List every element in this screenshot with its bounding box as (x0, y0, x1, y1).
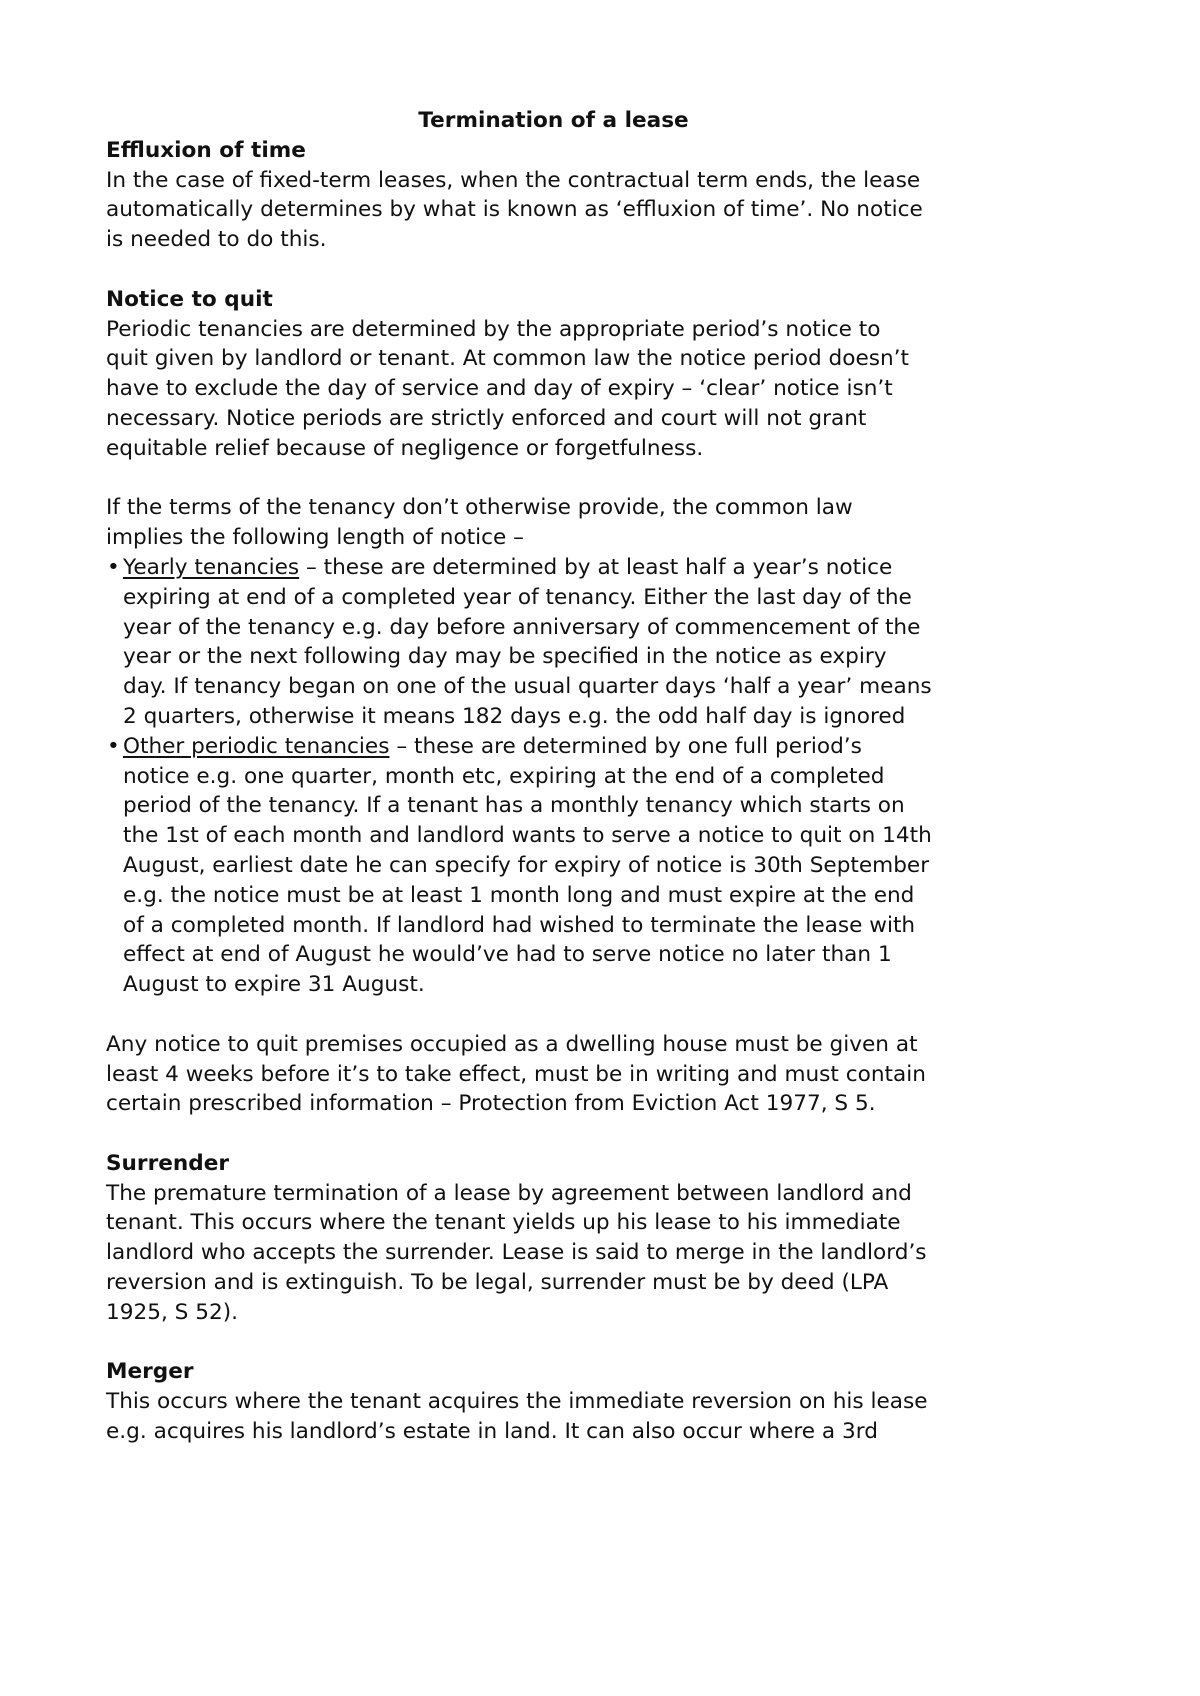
blank-line (106, 1000, 1106, 1030)
section-heading: Notice to quit (106, 286, 273, 312)
bullet-continuation-line: year of the tenancy e.g. day before anniversary of commencement of the (123, 614, 921, 640)
bullet-term: Other periodic tenancies (123, 733, 390, 759)
bullet-continuation-line: the 1st of each month and landlord wants to serve a notice to quit on 14th (123, 823, 932, 849)
section-heading: Surrender (106, 1150, 229, 1176)
bullet-continuation-line: day. If tenancy began on one of the usual quarter days ‘half a year’ means (123, 674, 932, 700)
bullet-continuation-line: year or the next following day may be specified in the notice as expiry (123, 644, 887, 670)
document-body (106, 106, 1106, 1447)
paragraph-line: Any notice to quit premises occupied as a dwelling house must be given at (106, 1031, 918, 1057)
bullet-continuation-line: effect at end of August he would’ve had to serve notice no later than 1 (123, 942, 892, 968)
paragraph-line: certain prescribed information – Protection from Eviction Act 1977, S 5. (106, 1091, 876, 1117)
paragraph-line: This occurs where the tenant acquires the immediate reversion on his lease (106, 1389, 928, 1415)
bullet-continuation-line: August to expire 31 August. (123, 972, 425, 998)
bullet-continuation-line: August, earliest date he can specify for expiry of notice is 30th September (123, 852, 930, 878)
paragraph-line: least 4 weeks before it’s to take effect, must be in writing and must contain (106, 1061, 926, 1087)
paragraph-line: tenant. This occurs where the tenant yields up his lease to his immediate (106, 1210, 901, 1236)
bullet-text: – these are determined by one full period’s (389, 733, 862, 759)
paragraph-line: e.g. acquires his landlord’s estate in land. It can also occur where a 3rd (106, 1419, 878, 1445)
blank-line (106, 1328, 1106, 1358)
blank-line (106, 464, 1106, 494)
paragraph-line: landlord who accepts the surrender. Lease is said to merge in the landlord’s (106, 1240, 927, 1266)
bullet-continuation-line: expiring at end of a completed year of tenancy. Either the last day of the (123, 584, 912, 610)
paragraph-line: automatically determines by what is known as ‘effluxion of time’. No notice (106, 197, 923, 223)
blank-line (106, 1119, 1106, 1149)
paragraph-line: reversion and is extinguish. To be legal, surrender must be by deed (LPA (106, 1270, 889, 1296)
bullet-continuation-line: e.g. the notice must be at least 1 month long and must expire at the end (123, 882, 915, 908)
bullet-continuation-line: 2 quarters, otherwise it means 182 days e.g. the odd half day is ignored (123, 703, 906, 729)
section-heading: Effluxion of time (106, 137, 306, 163)
bullet-term: Yearly tenancies (123, 554, 300, 580)
paragraph-line: In the case of fixed-term leases, when the contractual term ends, the lease (106, 167, 921, 193)
document-title: Termination of a lease (418, 108, 689, 133)
bullet-item (106, 732, 1106, 762)
bullet-item (106, 553, 1106, 583)
paragraph-line: The premature termination of a lease by agreement between landlord and (106, 1180, 912, 1206)
paragraph-line: implies the following length of notice – (106, 525, 524, 551)
bullet-icon: • (107, 733, 120, 759)
paragraph-line: have to exclude the day of service and day of expiry – ‘clear’ notice isn’t (106, 376, 893, 402)
paragraph-line: 1925, S 52). (106, 1299, 239, 1325)
bullet-continuation-line: notice e.g. one quarter, month etc, expiring at the end of a completed (123, 763, 885, 789)
section-heading: Merger (106, 1359, 194, 1385)
bullet-text: – these are determined by at least half a year’s notice (299, 554, 893, 580)
bullet-icon: • (107, 554, 120, 580)
bullet-continuation-line: period of the tenancy. If a tenant has a monthly tenancy which starts on (123, 793, 905, 819)
bullet-continuation-line: of a completed month. If landlord had wished to terminate the lease with (123, 912, 916, 938)
blank-line (106, 255, 1106, 285)
paragraph-line: quit given by landlord or tenant. At common law the notice period doesn’t (106, 346, 910, 372)
paragraph-line: If the terms of the tenancy don’t otherwise provide, the common law (106, 495, 853, 521)
paragraph-line: necessary. Notice periods are strictly enforced and court will not grant (106, 405, 867, 431)
paragraph-line: equitable relief because of negligence or forgetfulness. (106, 435, 704, 461)
paragraph-line: is needed to do this. (106, 227, 327, 253)
paragraph-line: Periodic tenancies are determined by the appropriate period’s notice to (106, 316, 881, 342)
